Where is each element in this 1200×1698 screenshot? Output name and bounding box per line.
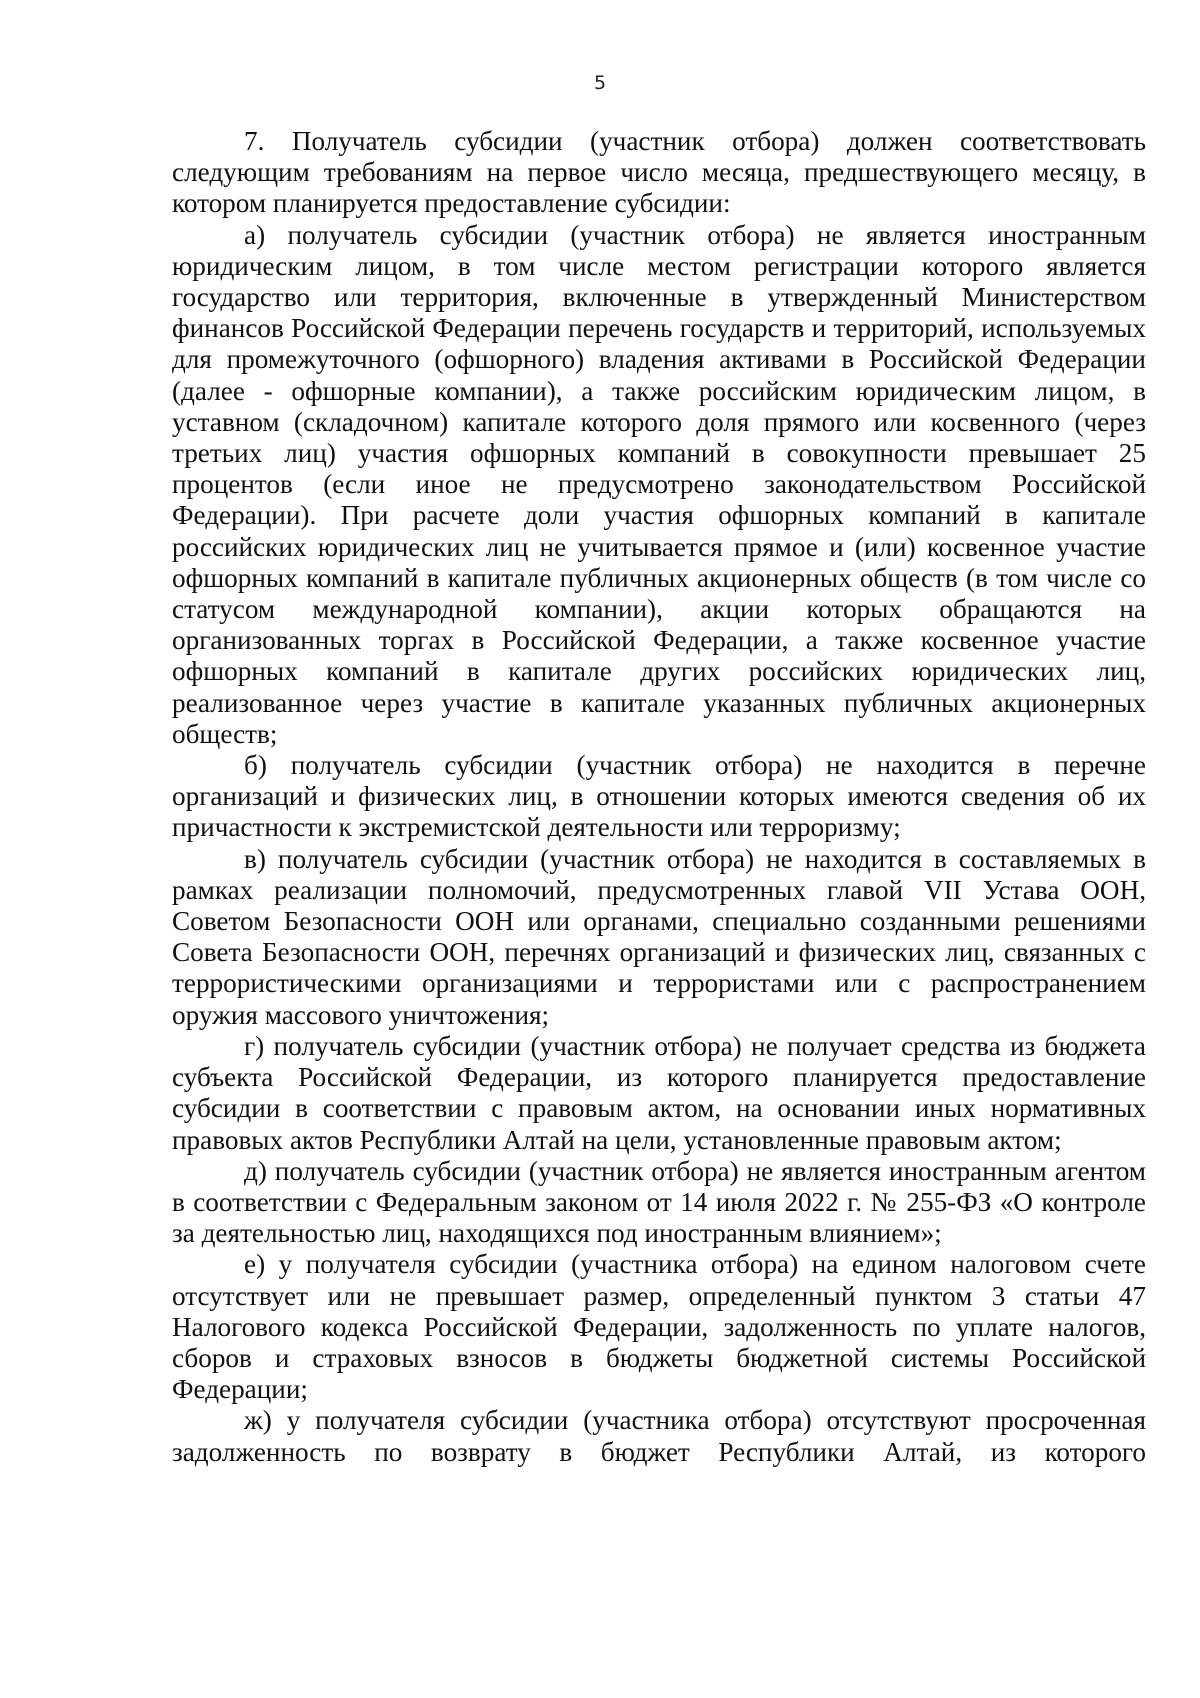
paragraph-b: б) получатель субсидии (участник отбора) не находится в перечне организаций и физических лиц, в отношении которых имеются сведения об их причастности к экстремистской деятельности или терроризму;	[172, 750, 1146, 843]
paragraph-v: в) получатель субсидии (участник отбора) не находится в составляемых в рамках реализации полномочий, предусмотренных главой VII Устава ООН, Советом Безопасности ООН или органами, специально созданными решениями Совета Безопасности ООН, перечнях организаций и физических лиц, связанных с террористическими организациями и террористами или с распространением оружия массового уничтожения;	[172, 843, 1146, 1030]
paragraph-7: 7. Получатель субсидии (участник отбора) должен соответствовать следующим требованиям на первое число месяца, предшествующего месяцу, в котором планируется предоставление субсидии:	[172, 126, 1146, 219]
page-number: 5	[593, 72, 607, 94]
paragraph-a: а) получатель субсидии (участник отбора) не является иностранным юридическим лицом, в том числе местом регистрации которого является государство или территория, включенные в утвержденный Министерством финансов Российской Федерации перечень государств и территорий, используемых для промежуточного (офшорного) владения активами в Российской Федерации (далее - офшорные компании), а также российским юридическим лицом, в уставном (складочном) капитале которого доля прямого или косвенного (через третьих лиц) участия офшорных компаний в совокупности превышает 25 процентов (если иное не предусмотрено законодательством Российской Федерации). При расчете доли участия офшорных компаний в капитале российских юридических лиц не учитывается прямое и (или) косвенное участие офшорных компаний в капитале публичных акционерных обществ (в том числе со статусом международной компании), акции которых обращаются на организованных торгах в Российской Федерации, а также косвенное участие офшорных компаний в капитале других российских юридических лиц, реализованное через участие в капитале указанных публичных акционерных обществ;	[172, 219, 1146, 749]
paragraph-g: г) получатель субсидии (участник отбора) не получает средства из бюджета субъекта Российской Федерации, из которого планируется предоставление субсидии в соответствии с правовым актом, на основании иных нормативных правовых актов Республики Алтай на цели, установленные правовым актом;	[172, 1030, 1146, 1155]
document-body	[172, 126, 1146, 1468]
paragraph-e: е) у получателя субсидии (участника отбора) на едином налоговом счете отсутствует или не превышает размер, определенный пунктом 3 статьи 47 Налогового кодекса Российской Федерации, задолженность по уплате налогов, сборов и страховых взносов в бюджеты бюджетной системы Российской Федерации;	[172, 1249, 1146, 1405]
paragraph-d: д) получатель субсидии (участник отбора) не является иностранным агентом в соответствии с Федеральным законом от 14 июля 2022 г. № 255-ФЗ «О контроле за деятельностью лиц, находящихся под иностранным влиянием»;	[172, 1155, 1146, 1249]
paragraph-zh: ж) у получателя субсидии (участника отбора) отсутствуют просроченная задолженность по возврату в бюджет Республики Алтай, из которого	[172, 1405, 1146, 1467]
